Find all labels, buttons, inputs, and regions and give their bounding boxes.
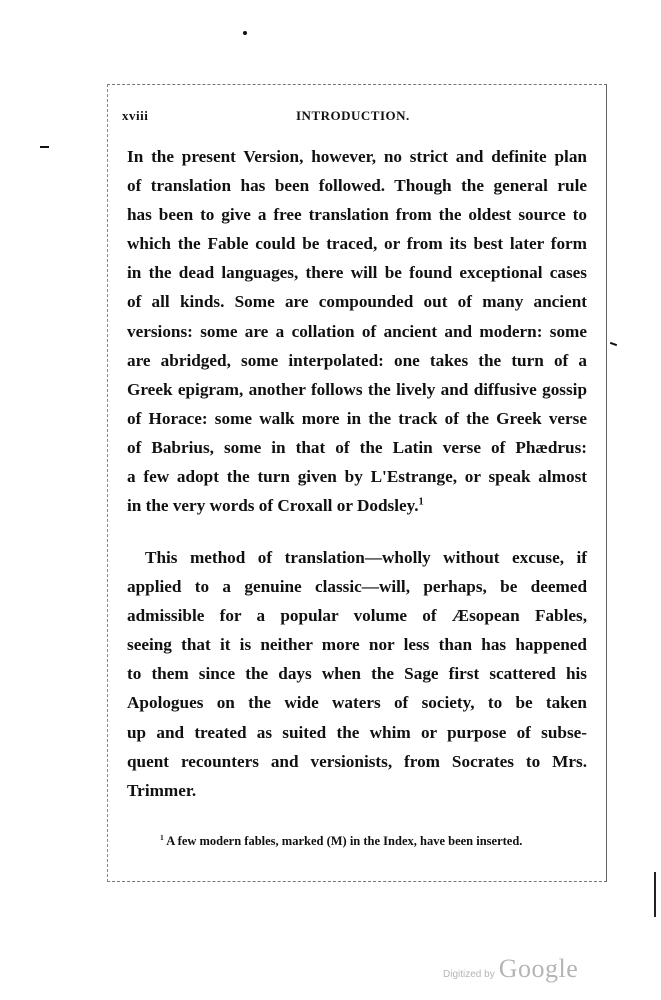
text-line: a few adopt the turn given by L'Estrange, or speak almost [127,467,587,487]
footnote [160,834,522,849]
text-line: quent recounters and versionists, from Socrates to Mrs. [127,751,587,771]
text-line: up and treated as suited the whim or purpose of subse- [127,722,587,742]
text-line: in the dead languages, there will be found exceptional cases [127,263,587,283]
page-header [122,108,592,128]
text-line: In the present Version, however, no strict and definite plan [127,147,587,166]
paragraph-1 [127,142,587,520]
text-line: which the Fable could be traced, or from its best later form [127,234,587,254]
footnote-marker: 1 [160,832,164,842]
frame-bottom-rule [107,881,607,882]
scan-speck [243,31,247,35]
text-line: Greek epigram, another follows the lively and diffusive gossip [127,379,587,399]
frame-top-rule [107,84,607,85]
text-line: of translation has been followed. Though the general rule [127,176,587,196]
text-line: of Babrius, some in that of the Latin verse of Phædrus: [127,437,587,457]
text-line: Apologues on the wide waters of society, to be taken [127,693,587,713]
text-line-last [127,491,587,520]
text-line: This method of translation—wholly without excuse, if [145,548,587,567]
text-line: has been to give a free translation from the oldest source to [127,205,587,225]
text-line-last: Trimmer. [127,780,197,800]
text-line: to them since the days when the Sage first scattered his [127,664,587,684]
frame-right-rule [606,84,607,882]
text-line: applied to a genuine classic—will, perhaps, be deemed [127,577,587,597]
text-line: of Horace: some walk more in the track of the Greek verse [127,408,587,428]
text-line: admissible for a popular volume of Æsopean Fables, [127,606,587,626]
text-line: are abridged, some interpolated: one takes the turn of a [127,350,587,370]
scan-speck [40,146,49,148]
frame-left-rule [107,84,108,882]
scan-speck [610,342,617,346]
text-line: seeing that it is neither more nor less than has happened [127,635,587,655]
page-number: xviii [122,108,149,123]
running-head: INTRODUCTION. [296,108,410,123]
watermark-brand: Google [498,954,579,983]
scan-edge-mark [654,872,656,917]
watermark-prefix: Digitized by [443,969,495,980]
text-line: of all kinds. Some are compounded out of many ancient [127,292,587,312]
paragraph-2 [127,543,587,805]
text-line: versions: some are a collation of ancient and modern: some [127,321,587,341]
text-line-content: in the very words of Croxall or Dodsley. [127,496,419,516]
footnote-reference: 1 [418,496,424,508]
footnote-text: A few modern fables, marked (M) in the Index, have been inserted. [166,834,523,848]
digitized-watermark [443,954,578,984]
